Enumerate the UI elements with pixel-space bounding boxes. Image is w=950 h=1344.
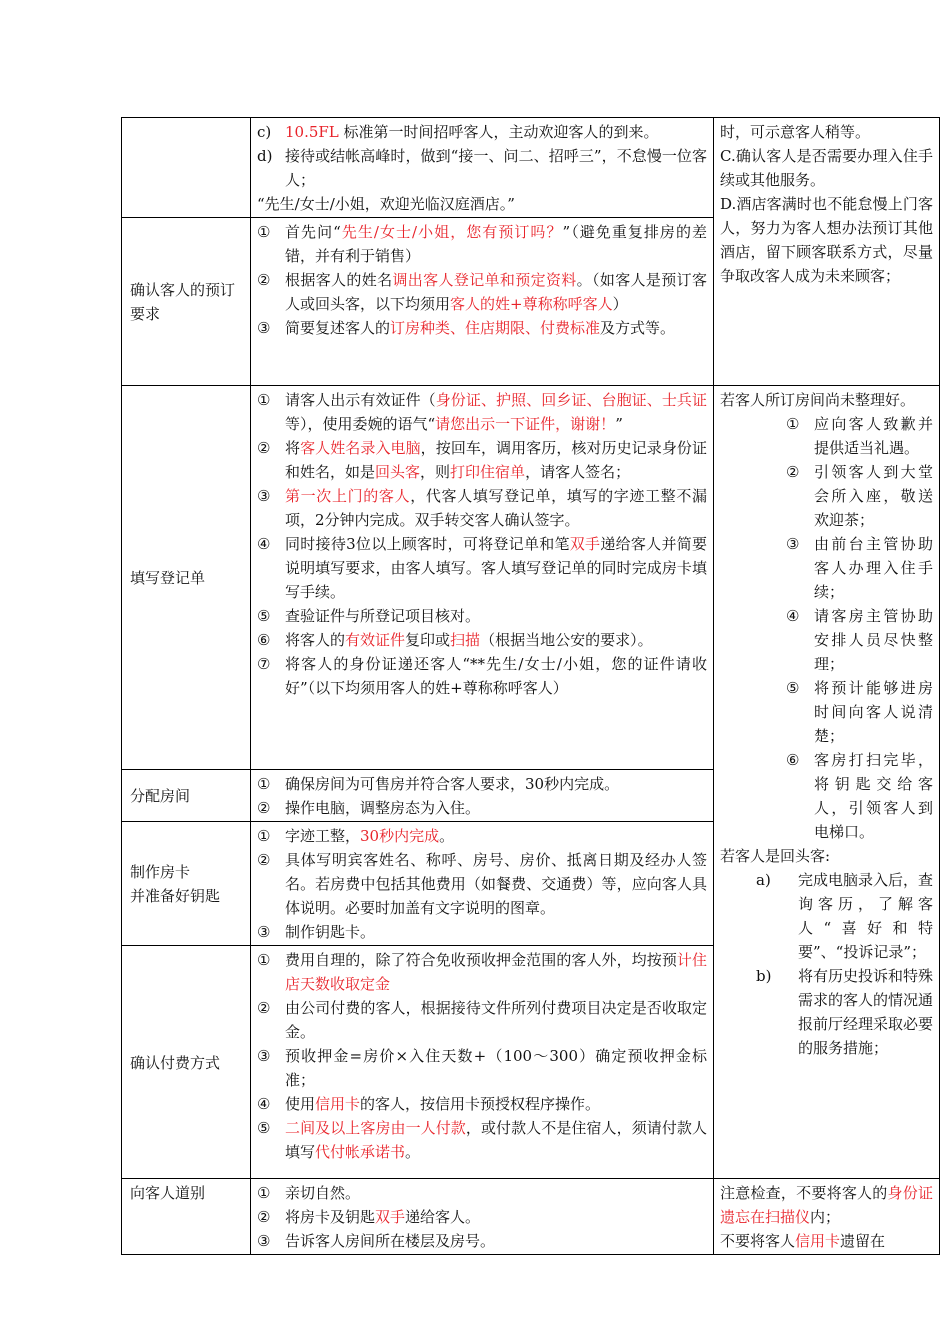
item-text — [285, 824, 707, 848]
body-text: 复印或 — [405, 631, 451, 649]
list-item — [257, 1229, 707, 1253]
body-text: 递给客人并简要说明填写要求，由客人填写。客人填写登记单的同时完成房卡填写手续。 — [285, 535, 707, 601]
highlight-text: 身份证、护照、回乡证、台胞证、士兵证 — [435, 391, 707, 409]
item-number: ① — [257, 775, 271, 793]
body-text: 的客人，按信用卡预授权程序操作。 — [360, 1095, 601, 1113]
list-item — [257, 268, 707, 316]
item-number: ① — [257, 951, 271, 969]
highlight-text: 双手 — [375, 1208, 406, 1226]
body-text: 。 — [405, 1143, 421, 1161]
step-details — [251, 118, 714, 218]
list-item — [257, 772, 707, 796]
list-item — [257, 920, 707, 944]
list-item — [257, 220, 707, 268]
item-text — [285, 996, 707, 1044]
highlight-text: 有效证件 — [345, 631, 406, 649]
body-text: 请客人出示有效证件（ — [285, 391, 436, 409]
item-text: 将有历史投诉和特殊需求的客人的情况通报前厅经理采取必要的服务措施； — [798, 967, 934, 1057]
item-text — [285, 268, 707, 316]
detail-list — [257, 772, 707, 820]
detail-list — [257, 948, 707, 1164]
body-text: ） — [612, 295, 628, 313]
item-number: ⑤ — [257, 607, 271, 625]
highlight-text: 双手 — [569, 535, 601, 553]
body-text: 具体写明宾客姓名、称呼、房号、房价、抵离日期及经办人签名。若房费中包括其他费用（如餐费、交通费）等，应向客人具体说明。必要时加盖有文字说明的图章。 — [285, 851, 707, 917]
item-text — [285, 1229, 707, 1253]
item-text — [285, 532, 707, 604]
item-text — [285, 1044, 707, 1092]
item-text — [285, 388, 707, 436]
highlight-text: 客人姓名录入电脑 — [300, 439, 421, 457]
body-text: 遗留在 — [840, 1232, 886, 1250]
body-text: ” — [615, 415, 623, 433]
body-text: 将 — [285, 439, 301, 457]
item-number: ③ — [786, 535, 800, 553]
body-text: 不要将客人 — [720, 1232, 796, 1250]
item-text — [285, 120, 707, 144]
highlight-text: 身份证遗忘在扫描仪 — [720, 1184, 933, 1226]
note-line: D.酒店客满时也不能怠慢上门客人，努力为客人想办法预订其他酒店，留下顾客联系方式，尽量争取改客人成为未来顾客； — [720, 195, 933, 285]
list-item — [257, 532, 707, 604]
procedure-table — [121, 117, 940, 1255]
step-details — [251, 946, 714, 1179]
list-item — [756, 868, 933, 964]
body-text: 由公司付费的客人，根据接待文件所列付费项目决定是否收取定金。 — [285, 999, 707, 1041]
body-text: 简要复述客人的 — [285, 319, 391, 337]
item-number: c) — [257, 123, 272, 141]
item-text — [285, 772, 707, 796]
body-text: ，按回车，调用客历，核对历史记录身份证和姓名，如是 — [285, 439, 707, 481]
notes-cell — [714, 118, 940, 386]
body-text: 内； — [810, 1208, 841, 1226]
item-text — [285, 316, 707, 340]
highlight-text: 代付帐承诺书 — [315, 1143, 406, 1161]
item-number: ② — [257, 439, 271, 457]
step-label — [122, 822, 251, 946]
step-details — [251, 822, 714, 946]
note-list — [720, 412, 933, 844]
item-text — [285, 144, 707, 192]
item-number: ② — [257, 999, 271, 1017]
notes-cell — [714, 1179, 940, 1255]
body-text: 将客人的 — [285, 631, 346, 649]
item-number: b) — [756, 967, 772, 985]
item-text — [285, 436, 707, 484]
item-number: ③ — [257, 1232, 271, 1250]
body-text: 操作电脑，调整房态为入住。 — [285, 799, 481, 817]
list-item — [257, 144, 707, 192]
list-item — [257, 604, 707, 628]
body-text: ，或付款人不是住宿人，须请付款人填写 — [285, 1119, 707, 1161]
note-line — [720, 1229, 933, 1253]
table-row — [122, 386, 940, 770]
highlight-text: 调出客人登记单和预定资料 — [392, 271, 577, 289]
body-text: 字迹工整， — [285, 827, 361, 845]
step-label: 分配房间 — [122, 770, 251, 822]
item-number: ④ — [786, 607, 800, 625]
item-number: ② — [257, 799, 271, 817]
item-text — [285, 1205, 707, 1229]
list-item — [257, 1181, 707, 1205]
item-text: 请客房主管协助安排人员尽快整理； — [814, 607, 933, 673]
detail-list — [257, 388, 707, 700]
list-item — [257, 484, 707, 532]
step-label: 向客人道别 — [122, 1179, 251, 1255]
list-item — [756, 964, 933, 1060]
table-row — [122, 118, 940, 218]
highlight-text: 扫描 — [450, 631, 481, 649]
list-item — [786, 460, 933, 532]
body-text: 将房卡及钥匙 — [285, 1208, 376, 1226]
body-text: 亲切自然。 — [285, 1184, 361, 1202]
detail-list — [257, 120, 707, 192]
item-text — [285, 796, 707, 820]
list-item — [257, 1044, 707, 1092]
list-item — [257, 120, 707, 144]
list-item — [786, 748, 933, 844]
note-intro: 若客人所订房间尚未整理好。 — [720, 391, 916, 409]
item-text: 将预计能够进房时间向客人说清楚； — [814, 679, 933, 745]
item-number: ③ — [257, 923, 271, 941]
highlight-text: 客人的姓+尊称称呼客人 — [450, 295, 613, 313]
body-text: 费用自理的，除了符合免收预收押金范围的客人外，均按预 — [285, 951, 677, 969]
step-details — [251, 770, 714, 822]
body-text: 确保房间为可售房并符合客人要求，30秒内完成。 — [285, 775, 620, 793]
list-item — [257, 628, 707, 652]
detail-list — [257, 1181, 707, 1253]
body-text: 预收押金=房价×入住天数+（100～300）确定预收押金标准； — [285, 1047, 707, 1089]
body-text: 使用 — [285, 1095, 316, 1113]
body-text: 及方式等。 — [600, 319, 676, 337]
item-number: ③ — [257, 1047, 271, 1065]
item-text: 客房打扫完毕，将钥匙交给客人，引领客人到电梯口。 — [814, 751, 933, 841]
body-text: ，代客人填写登记单，填写的字迹工整不漏项，2分钟内完成。双手转交客人确认签字。 — [285, 487, 707, 529]
item-text — [285, 1092, 707, 1116]
highlight-text: 30秒内完成 — [360, 827, 440, 845]
highlight-text: 第一次上门的客人 — [285, 487, 411, 505]
item-number: a) — [756, 871, 771, 889]
list-item — [257, 436, 707, 484]
item-text — [285, 920, 707, 944]
list-item — [786, 604, 933, 676]
item-number: ① — [257, 1184, 271, 1202]
item-number: ⑤ — [786, 679, 800, 697]
body-text: ”（避免重复排房的差错，并有利于销售） — [285, 223, 708, 265]
item-number: ① — [257, 391, 271, 409]
item-number: ② — [257, 271, 271, 289]
item-text — [285, 484, 707, 532]
detail-list — [257, 824, 707, 944]
item-text: 引领客人到大堂会所入座，敬送欢迎茶； — [814, 463, 933, 529]
list-item — [786, 412, 933, 460]
item-text — [285, 604, 707, 628]
body-text: 查验证件与所登记项目核对。 — [285, 607, 481, 625]
item-text: 完成电脑录入后，查询客历，了解客人“喜好和特要”、“投诉记录”； — [798, 871, 934, 961]
highlight-text: 10.5FL — [285, 123, 339, 141]
item-text: 由前台主管协助客人办理入住手续； — [814, 535, 933, 601]
highlight-text: 回头客 — [375, 463, 421, 481]
body-text: 递给客人。 — [405, 1208, 481, 1226]
step-label: 确认客人的预订要求 — [122, 218, 251, 386]
list-item — [257, 796, 707, 820]
item-text — [285, 652, 707, 700]
item-text: 应向客人致歉并提供适当礼遇。 — [814, 415, 933, 457]
item-number: ② — [786, 463, 800, 481]
list-item — [257, 996, 707, 1044]
body-text: 告诉客人房间所在楼层及房号。 — [285, 1232, 496, 1250]
item-text — [285, 948, 707, 996]
item-number: d) — [257, 147, 273, 165]
item-number: ⑤ — [257, 1119, 271, 1137]
step-label-line: 制作房卡 — [130, 863, 191, 881]
item-number: ⑥ — [786, 751, 800, 769]
body-text: 制作钥匙卡。 — [285, 923, 376, 941]
note-line: 时，可示意客人稍等。 — [720, 123, 871, 141]
item-number: ① — [257, 827, 271, 845]
step-label-line: 并准备好钥匙 — [130, 887, 221, 905]
list-item — [257, 388, 707, 436]
document-page — [121, 117, 940, 1255]
body-text: ，请客人签名； — [525, 463, 631, 481]
item-number: ⑥ — [257, 631, 271, 649]
list-item — [257, 316, 707, 340]
item-text — [285, 628, 707, 652]
list-item — [786, 676, 933, 748]
list-item — [257, 848, 707, 920]
note-sublist — [720, 868, 933, 1060]
body-text: ，则 — [420, 463, 451, 481]
body-text: 。（如客人是预订客人或回头客，以下均须用 — [285, 271, 707, 313]
highlight-text: 二间及以上客房由一人付款 — [285, 1119, 466, 1137]
list-item — [257, 948, 707, 996]
note-line: C.确认客人是否需要办理入住手续或其他服务。 — [720, 147, 933, 189]
body-text: 根据客人的姓名 — [285, 271, 393, 289]
list-item — [257, 1205, 707, 1229]
body-text: 首先问“ — [285, 223, 341, 241]
step-label: 填写登记单 — [122, 386, 251, 770]
item-number: ① — [257, 223, 271, 241]
item-text — [285, 1116, 707, 1164]
list-item — [257, 824, 707, 848]
note-line — [720, 1181, 933, 1229]
body-text: 将客人的身份证递还客人“**先生/女士/小姐，您的证件请收好”（以下均须用客人的姓+尊称称呼客人） — [285, 655, 707, 697]
item-text — [285, 220, 707, 268]
step-label: 确认付费方式 — [122, 946, 251, 1179]
list-item — [257, 1092, 707, 1116]
step-label-empty — [122, 118, 251, 218]
item-number: ② — [257, 851, 271, 869]
list-item — [257, 652, 707, 700]
highlight-text: 信用卡 — [795, 1232, 841, 1250]
list-item — [257, 1116, 707, 1164]
item-number: ④ — [257, 1095, 271, 1113]
highlight-text: 先生/女士/小姐，您有预订吗？ — [340, 223, 563, 241]
item-number: ④ — [257, 535, 271, 553]
note-intro: 若客人是回头客: — [720, 847, 831, 865]
item-text — [285, 848, 707, 920]
body-text: 标准第一时间招呼客人，主动欢迎客人的到来。 — [338, 123, 659, 141]
body-text: 。 — [439, 827, 455, 845]
item-number: ③ — [257, 487, 271, 505]
item-number: ① — [786, 415, 800, 433]
body-text: 同时接待3位以上顾客时，可将登记单和笔 — [285, 535, 570, 553]
item-text — [285, 1181, 707, 1205]
item-number: ③ — [257, 319, 271, 337]
notes-cell — [714, 386, 940, 1179]
detail-list — [257, 220, 707, 340]
step-details — [251, 1179, 714, 1255]
greeting-text: “先生/女士/小姐，欢迎光临汉庭酒店。” — [257, 195, 515, 213]
body-text: 等），使用委婉的语气“ — [285, 415, 436, 433]
step-details — [251, 218, 714, 386]
table-row — [122, 1179, 940, 1255]
body-text: （根据当地公安的要求）。 — [480, 631, 653, 649]
highlight-text: 订房种类、住店期限、付费标准 — [390, 319, 601, 337]
body-text: 注意检查，不要将客人的 — [720, 1184, 888, 1202]
list-item — [786, 532, 933, 604]
body-text: 接待或结帐高峰时，做到“接一、问二、招呼三”，不怠慢一位客人； — [285, 147, 707, 189]
item-number: ⑦ — [257, 655, 271, 673]
highlight-text: 打印住宿单 — [450, 463, 526, 481]
item-number: ② — [257, 1208, 271, 1226]
highlight-text: 计住店天数收取定金 — [285, 951, 707, 993]
highlight-text: 信用卡 — [315, 1095, 361, 1113]
step-details — [251, 386, 714, 770]
highlight-text: 请您出示一下证件，谢谢！ — [435, 415, 616, 433]
